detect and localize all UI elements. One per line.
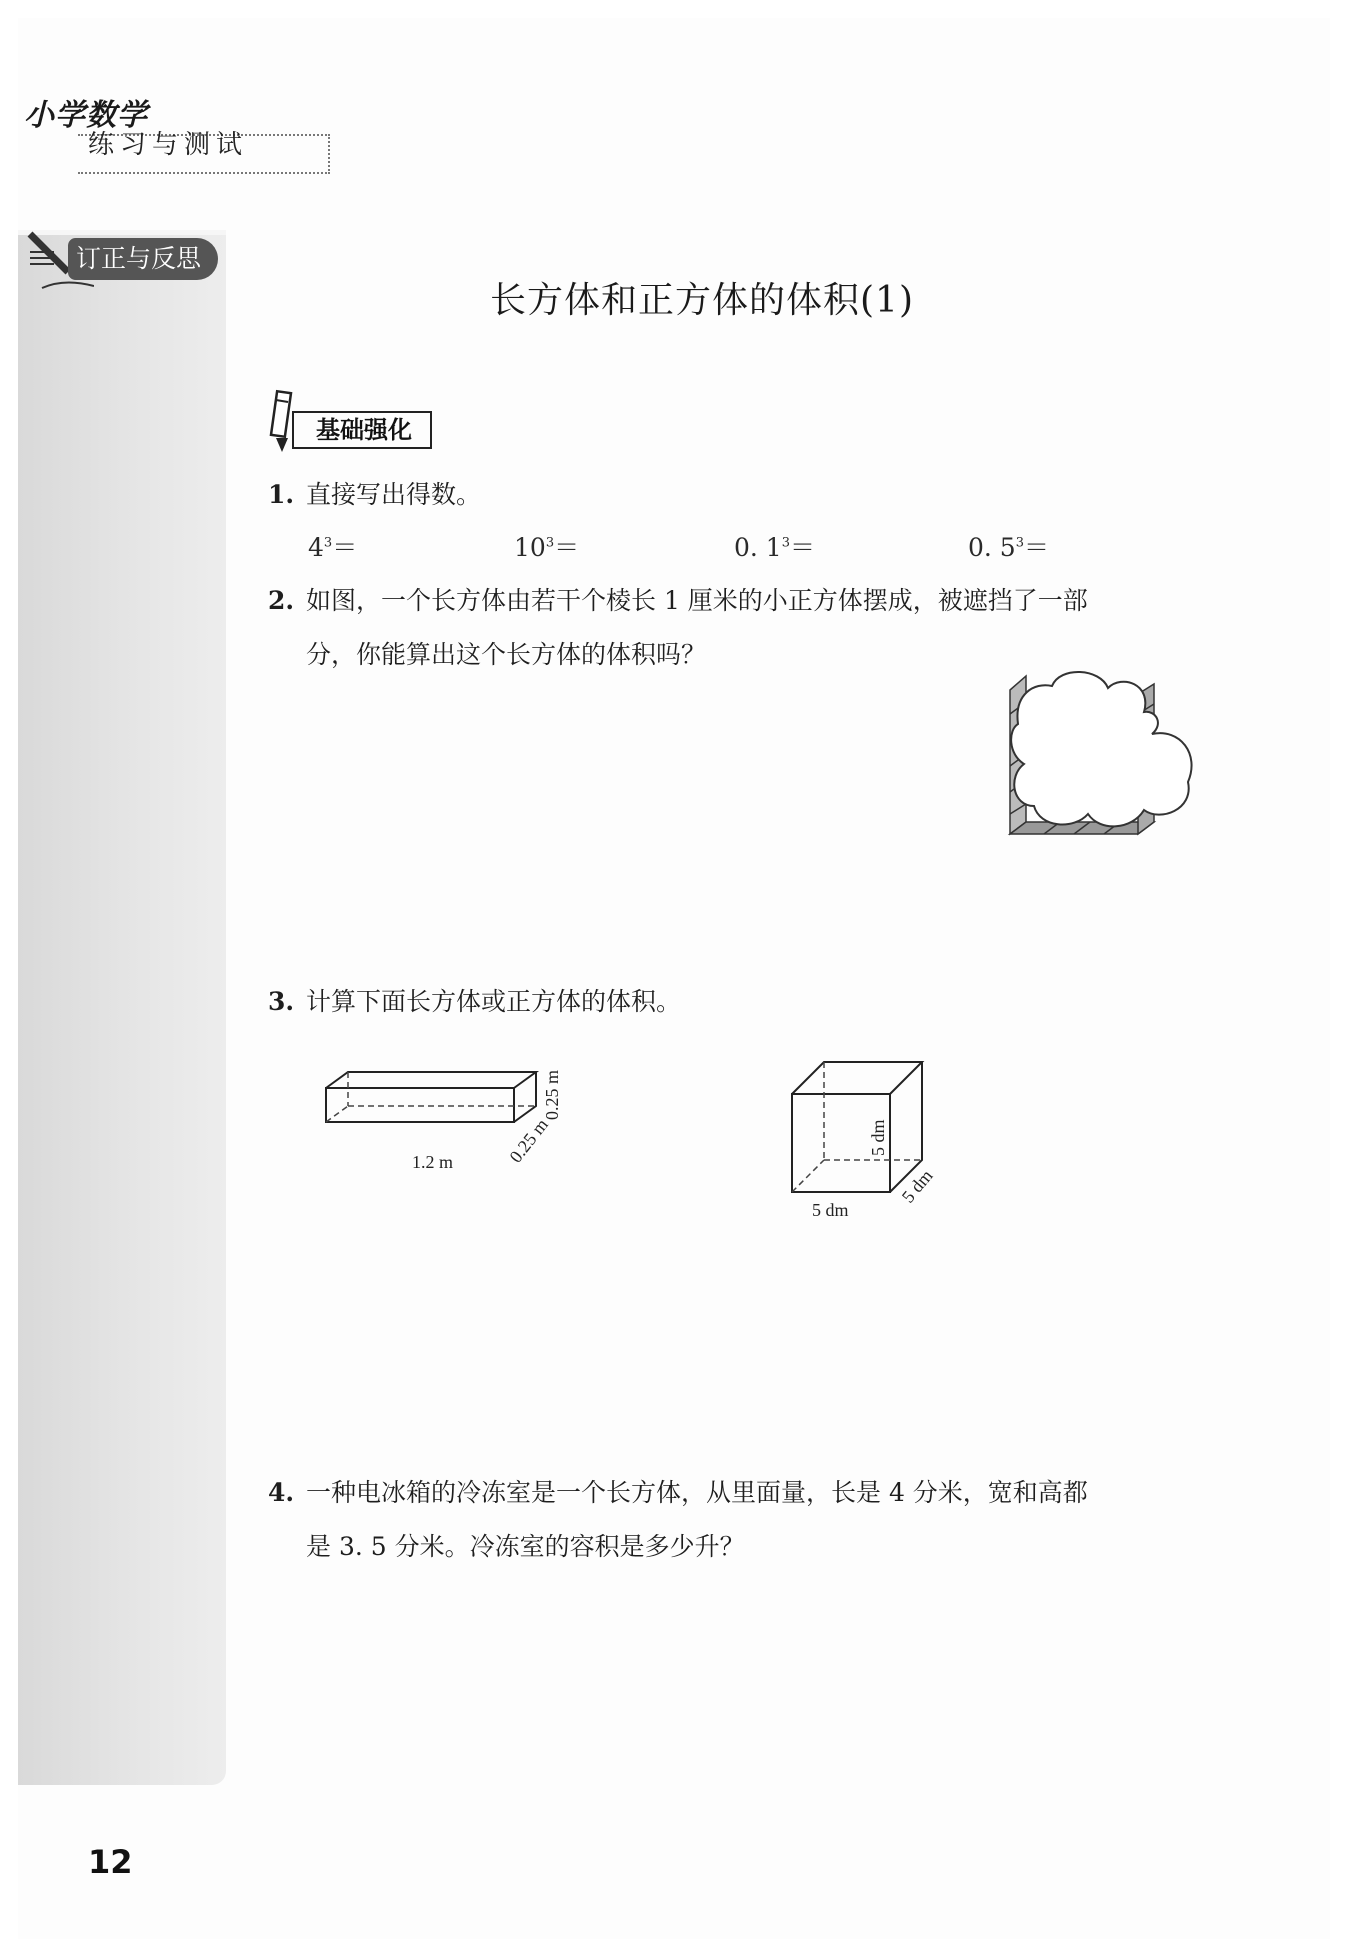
question-4 [268,1466,1228,1574]
hidden-cuboid-figure [1004,664,1200,840]
question-text: 如图，一个长方体由若干个棱长 1 厘米的小正方体摆成，被遮挡了一部 [306,586,1088,615]
page-number: 12 [88,1843,133,1881]
correction-sidebar [18,235,226,1785]
cuboid-height-label: 0.25 m [542,1069,562,1120]
question-3 [268,975,681,1029]
expression: 0. $5^3=$ [968,533,1050,562]
expression: $10^3=$ [514,533,580,562]
section-badge: 基础强化 [292,411,432,449]
cube-figure [778,1050,978,1230]
cuboid-length-label: 1.2 m [412,1152,454,1172]
cube-length-label: 5 dm [812,1200,849,1220]
cuboid-figure [318,1050,578,1180]
question-1 [268,468,481,522]
question-text: 是 3. 5 分米。冷冻室的容积是多少升？ [306,1532,745,1561]
cube-width-label: 5 dm [897,1165,937,1207]
correction-badge: 订正与反思 [68,238,218,280]
cuboid-width-label: 0.25 m [505,1114,552,1167]
question-number: 2. [268,586,295,615]
expression: $4^3=$ [308,533,358,562]
cube-height-label: 5 dm [868,1119,888,1156]
question-text: 一种电冰箱的冷冻室是一个长方体，从里面量，长是 4 分米，宽和高都 [306,1478,1088,1507]
page-title: 长方体和正方体的体积(1) [490,280,914,321]
question-text: 分，你能算出这个长方体的体积吗？ [306,640,707,669]
book-series-title: 小学数学 [24,98,148,133]
expression: 0. $1^3=$ [734,533,816,562]
question-text: 直接写出得数。 [306,480,482,509]
question-number: 4. [268,1478,295,1507]
question-number: 3. [268,987,295,1016]
book-subtitle: 练习与测试 [88,130,249,160]
question-number: 1. [268,480,295,509]
question-text: 计算下面长方体或正方体的体积。 [306,987,682,1016]
